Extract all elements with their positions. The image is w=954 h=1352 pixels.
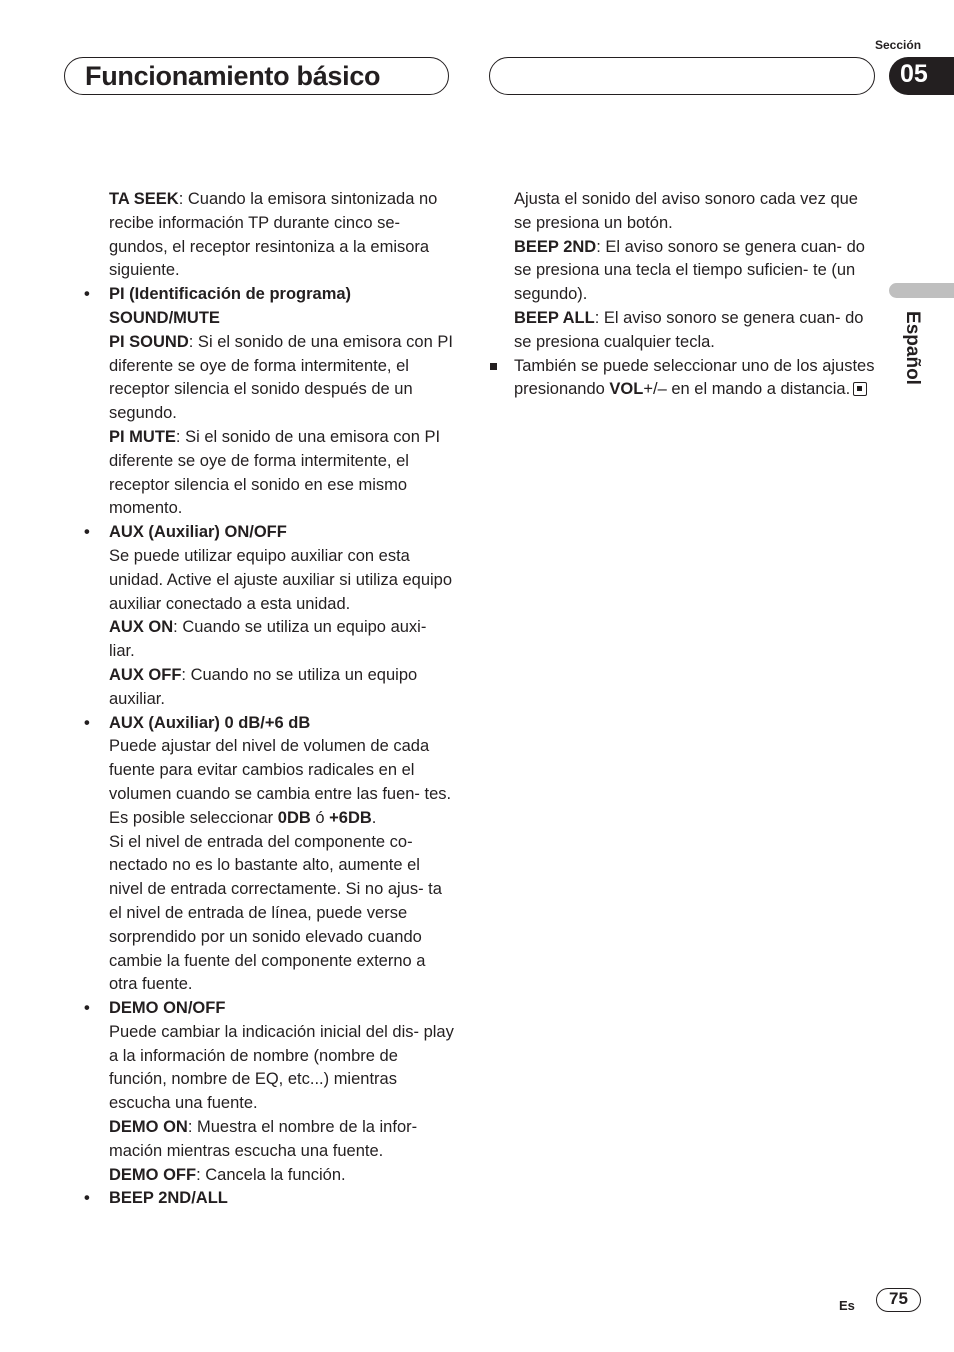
- aux-onoff-desc: Se puede utilizar equipo auxiliar con esta unidad. Active el ajuste auxiliar si utiliza equipo auxiliar conectado a esta unidad.: [109, 546, 453, 613]
- aux-on-term: AUX ON: [109, 618, 174, 637]
- select-mid: ó: [310, 808, 330, 827]
- pi-title: PI (Identificación de programa) SOUND/MUTE: [109, 285, 352, 327]
- demo-on-paragraph: [84, 1116, 456, 1164]
- language-tab-bar: [889, 283, 954, 298]
- title-frame: [64, 57, 449, 95]
- pi-sound-mute-item: [84, 283, 456, 331]
- pi-sound-paragraph: [84, 331, 456, 426]
- aux-db-title: AUX (Auxiliar) 0 dB/+6 dB: [109, 713, 311, 732]
- aux-db-desc: Puede ajustar del nivel de volumen de cada fuente para evitar cambios radicales en el volumen cuando se cambia entre las fuen- tes.: [109, 737, 452, 803]
- pi-mute-text: : Si el sonido de una emisora con PI diferente se oye de forma intermitente, el receptor silencia el sonido en ese mismo momento.: [109, 427, 441, 518]
- ta-seek-term: TA SEEK: [109, 190, 179, 208]
- section-badge: [889, 57, 954, 95]
- language-code: Es: [839, 1298, 855, 1313]
- note-suffix: +/– en el mando a distancia.: [643, 380, 851, 399]
- aux-onoff-item: [84, 521, 456, 545]
- column-right: [489, 188, 879, 402]
- demo-on-term: DEMO ON: [109, 1118, 188, 1137]
- aux-off-text: : Cuando no se utiliza un equipo auxiliar.: [109, 665, 418, 708]
- beep-title: BEEP 2ND/ALL: [109, 1189, 228, 1208]
- demo-off-text: : Cancela la función.: [196, 1165, 346, 1184]
- note-square-icon: [490, 363, 497, 370]
- aux-db-desc2: Si el nivel de entrada del componente co- nectado no es lo bastante alto, aumente el nivel de entrada correctamente. Si no ajus- ta el nivel de entrada de línea, puede verse sorprendido por un sonido elevado cuando cambie la fuente del componente externo a otra fuente.: [109, 832, 442, 994]
- select-option-0db: 0DB: [277, 808, 311, 827]
- beep-2nd-text: : El aviso sonoro se genera cuan- do se presiona una tecla el tiempo suficien- te (un segundo).: [514, 237, 865, 304]
- select-option-6db: +6DB: [329, 808, 372, 827]
- note-prefix: También se puede seleccionar uno de los ajustes presionando: [514, 356, 875, 399]
- note-vol: VOL: [609, 380, 644, 399]
- pi-sound-term: PI SOUND: [109, 332, 189, 351]
- select-end: .: [371, 808, 377, 827]
- aux-on-text: : Cuando se utiliza un equipo auxi- liar.: [109, 618, 427, 661]
- beep-item: [84, 1187, 456, 1211]
- pi-mute-paragraph: [84, 426, 456, 521]
- demo-off-paragraph: [84, 1164, 456, 1188]
- demo-item: [84, 997, 456, 1021]
- page-number: 75: [876, 1288, 921, 1312]
- header-frame: [489, 57, 875, 95]
- ta-seek-paragraph: [84, 188, 456, 283]
- page-title: Funcionamiento básico: [85, 61, 381, 91]
- demo-desc: Puede cambiar la indicación inicial del dis- play a la información de nombre (nombre de función, nombre de EQ, etc...) mientras escucha una fuente.: [109, 1022, 454, 1113]
- beep-2nd-term: BEEP 2ND: [514, 237, 597, 256]
- pi-mute-term: PI MUTE: [109, 427, 176, 446]
- aux-onoff-title: AUX (Auxiliar) ON/OFF: [109, 523, 287, 542]
- aux-off-paragraph: [84, 664, 456, 712]
- section-number: 05: [900, 60, 928, 88]
- beep-all-text: : El aviso sonoro se genera cuan- do se presiona cualquier tecla.: [514, 308, 864, 351]
- pi-sound-text: : Si el sonido de una emisora con PI diferente se oye de forma intermitente, el receptor silencia el sonido después de un segundo.: [109, 332, 453, 423]
- aux-db-item: [84, 712, 456, 736]
- beep-all-paragraph: [489, 307, 879, 355]
- demo-on-text: : Muestra el nombre de la infor- mación mientras escucha una fuente.: [109, 1118, 418, 1160]
- beep-all-term: BEEP ALL: [514, 308, 595, 327]
- aux-db-select: [84, 807, 456, 831]
- note-paragraph: [489, 355, 879, 403]
- select-prefix: Es posible seleccionar: [109, 808, 278, 827]
- demo-title: DEMO ON/OFF: [109, 999, 226, 1018]
- beep-desc: Ajusta el sonido del aviso sonoro cada vez que se presiona un botón.: [514, 190, 858, 232]
- column-left: [84, 188, 456, 1211]
- beep-2nd-paragraph: [489, 236, 879, 307]
- aux-off-term: AUX OFF: [109, 665, 182, 684]
- ta-seek-text: : Cuando la emisora sintonizada no recibe información TP durante cinco se- gundos, el receptor resintoniza a la emisora siguiente.: [109, 190, 438, 280]
- demo-off-term: DEMO OFF: [109, 1165, 197, 1184]
- language-tab: Español: [902, 311, 923, 385]
- section-label: Sección: [875, 38, 922, 52]
- end-of-section-icon: [853, 382, 867, 396]
- aux-on-paragraph: [84, 616, 456, 664]
